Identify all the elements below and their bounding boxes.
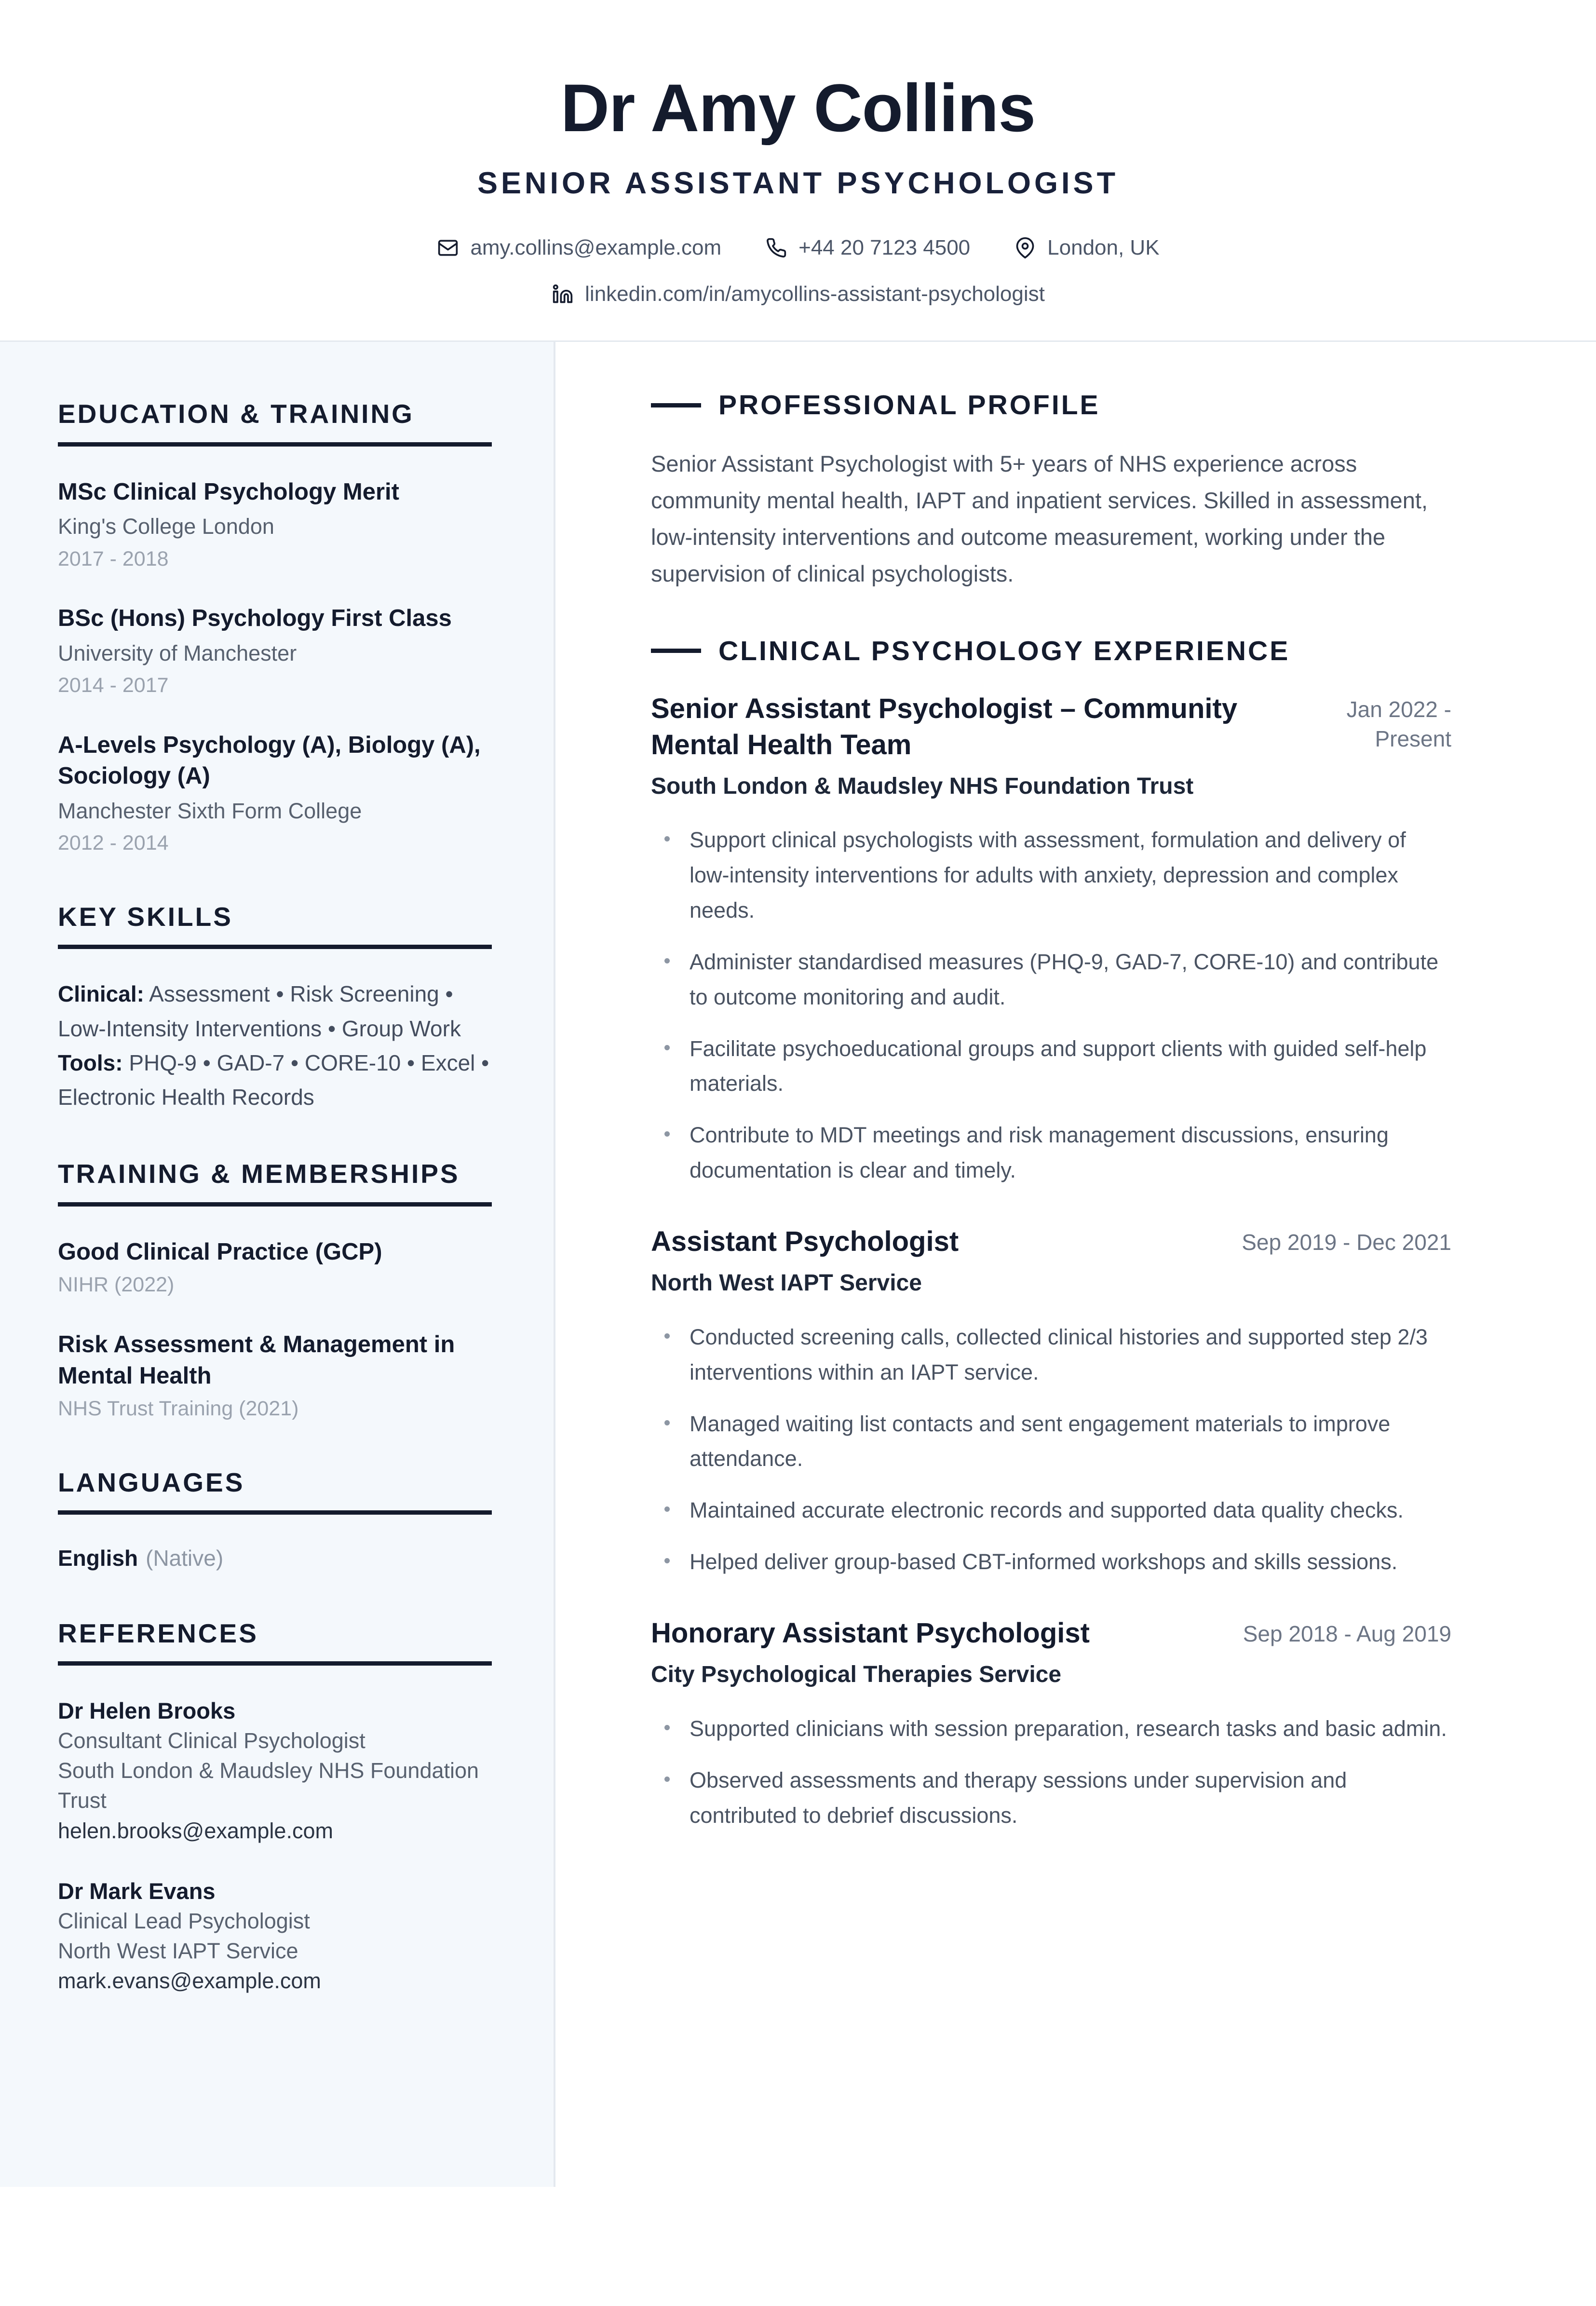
section-heading-profile: PROFESSIONAL PROFILE xyxy=(718,390,1100,421)
section-rule xyxy=(58,1510,492,1515)
linkedin-icon xyxy=(551,283,574,306)
contact-linkedin[interactable] xyxy=(551,283,1045,306)
reference-role: Clinical Lead Psychologist xyxy=(58,1909,310,1934)
education-years: 2017 - 2018 xyxy=(58,547,169,570)
reference-item xyxy=(58,1696,491,1846)
resume-main xyxy=(555,342,1596,2187)
contact-phone-text: +44 20 7123 4500 xyxy=(798,236,971,260)
skills-text xyxy=(58,977,491,1114)
location-pin-icon xyxy=(1014,236,1037,259)
experience-entry xyxy=(651,1615,1451,1833)
section-heading-experience: CLINICAL PSYCHOLOGY EXPERIENCE xyxy=(718,635,1290,666)
reference-role: Consultant Clinical Psychologist xyxy=(58,1728,365,1753)
language-item xyxy=(58,1543,491,1574)
experience-header-row xyxy=(651,1224,1451,1260)
reference-organisation: North West IAPT Service xyxy=(58,1939,298,1964)
contact-linkedin-text: linkedin.com/in/amycollins-assistant-psychologist xyxy=(585,282,1045,306)
experience-dates: Sep 2018 - Aug 2019 xyxy=(1243,1621,1451,1647)
training-provider: NHS Trust Training (2021) xyxy=(58,1397,299,1421)
education-title: BSc (Hons) Psychology First Class xyxy=(58,605,452,632)
experience-header-row xyxy=(651,691,1451,762)
experience-dates: Jan 2022 - Present xyxy=(1346,697,1451,751)
experience-bullet: Contribute to MDT meetings and risk management discussions, ensuring documentation is clear and timely. xyxy=(651,1118,1451,1188)
experience-bullet: Support clinical psychologists with assessment, formulation and delivery of low-intensity interventions for adults with anxiety, depression and complex needs. xyxy=(651,823,1451,928)
education-years: 2014 - 2017 xyxy=(58,674,169,697)
reference-email[interactable]: mark.evans@example.com xyxy=(58,1968,321,1994)
experience-organisation: North West IAPT Service xyxy=(651,1270,922,1296)
training-title: Risk Assessment & Management in Mental Health xyxy=(58,1331,455,1389)
main-heading-profile xyxy=(651,390,1451,421)
experience-bullet: Supported clinicians with session preparation, research tasks and basic admin. xyxy=(651,1711,1451,1747)
section-heading-references: REFERENCES xyxy=(58,1618,258,1648)
experience-dates: Sep 2019 - Dec 2021 xyxy=(1242,1230,1451,1255)
training-item xyxy=(58,1236,491,1299)
skills-group-value: PHQ-9 • GAD-7 • CORE-10 • Excel • Electronic Health Records xyxy=(58,1050,489,1110)
heading-dash-icon xyxy=(651,649,701,653)
experience-bullet: Administer standardised measures (PHQ-9, GAD-7, CORE-10) and contribute to outcome monitoring and audit. xyxy=(651,945,1451,1015)
resume-body xyxy=(0,342,1596,2187)
language-level: (Native) xyxy=(146,1546,224,1571)
section-rule xyxy=(58,1202,492,1207)
experience-bullet-list xyxy=(651,823,1451,1188)
education-title: A-Levels Psychology (A), Biology (A), Sociology (A) xyxy=(58,732,481,789)
training-title: Good Clinical Practice (GCP) xyxy=(58,1238,382,1265)
experience-bullet: Observed assessments and therapy sessions under supervision and contributed to debrief discussions. xyxy=(651,1763,1451,1833)
skills-group-value: Assessment • Risk Screening • Low-Intensity Interventions • Group Work xyxy=(58,981,461,1041)
reference-name: Dr Mark Evans xyxy=(58,1878,216,1904)
reference-organisation: South London & Maudsley NHS Foundation Trust xyxy=(58,1758,479,1813)
contact-email-text: amy.collins@example.com xyxy=(470,236,722,260)
contact-location-text: London, UK xyxy=(1047,236,1160,260)
experience-organisation: South London & Maudsley NHS Foundation Trust xyxy=(651,773,1194,799)
experience-bullet: Facilitate psychoeducational groups and support clients with guided self-help materials. xyxy=(651,1031,1451,1102)
section-heading-training: TRAINING & MEMBERSHIPS xyxy=(58,1159,460,1189)
education-years: 2012 - 2014 xyxy=(58,831,169,855)
section-education xyxy=(58,399,491,857)
experience-bullet-list xyxy=(651,1320,1451,1580)
experience-bullet: Conducted screening calls, collected clinical histories and supported step 2/3 interventions within an IAPT service. xyxy=(651,1320,1451,1390)
section-rule xyxy=(58,945,492,949)
heading-dash-icon xyxy=(651,403,701,407)
contact-row-primary xyxy=(0,236,1596,259)
contact-location xyxy=(1014,236,1159,259)
experience-bullet: Maintained accurate electronic records and supported data quality checks. xyxy=(651,1493,1451,1528)
education-item xyxy=(58,476,491,573)
section-rule xyxy=(58,442,492,447)
education-item xyxy=(58,730,491,857)
experience-role: Assistant Psychologist xyxy=(651,1226,959,1258)
experience-entry xyxy=(651,691,1451,1188)
contact-email[interactable] xyxy=(436,236,721,259)
experience-organisation: City Psychological Therapies Service xyxy=(651,1662,1062,1688)
training-item xyxy=(58,1329,491,1423)
experience-entry xyxy=(651,1224,1451,1580)
experience-role: Senior Assistant Psychologist – Community Mental Health Team xyxy=(651,693,1238,760)
education-institution: King's College London xyxy=(58,514,274,539)
candidate-name: Dr Amy Collins xyxy=(560,70,1036,146)
experience-bullet-list xyxy=(651,1711,1451,1833)
reference-item xyxy=(58,1876,491,1996)
envelope-icon xyxy=(436,236,460,259)
education-institution: Manchester Sixth Form College xyxy=(58,799,362,824)
resume-sidebar xyxy=(0,342,555,2187)
main-heading-experience xyxy=(651,636,1451,666)
phone-icon xyxy=(765,236,788,259)
skills-group-label: Tools: xyxy=(58,1050,123,1075)
candidate-job-title: SENIOR ASSISTANT PSYCHOLOGIST xyxy=(477,166,1119,201)
contact-row-secondary xyxy=(0,283,1596,306)
education-institution: University of Manchester xyxy=(58,640,297,665)
experience-bullet: Managed waiting list contacts and sent engagement materials to improve attendance. xyxy=(651,1407,1451,1477)
section-clinical-experience xyxy=(651,636,1451,1833)
contact-phone[interactable] xyxy=(765,236,970,259)
section-training-memberships xyxy=(58,1159,491,1423)
skills-group-label: Clinical: xyxy=(58,981,144,1007)
reference-email[interactable]: helen.brooks@example.com xyxy=(58,1818,333,1843)
experience-header-row xyxy=(651,1615,1451,1651)
education-title: MSc Clinical Psychology Merit xyxy=(58,478,399,505)
profile-summary-text: Senior Assistant Psychologist with 5+ years of NHS experience across community mental health, IAPT and inpatient services. Skilled in assessment, low-intensity interventions and outcome measurement, working under the supervision of clinical psychologists. xyxy=(651,451,1428,587)
education-item xyxy=(58,603,491,700)
section-heading-languages: LANGUAGES xyxy=(58,1467,245,1497)
experience-role: Honorary Assistant Psychologist xyxy=(651,1617,1090,1649)
reference-name: Dr Helen Brooks xyxy=(58,1697,236,1723)
language-name: English xyxy=(58,1546,138,1571)
section-key-skills xyxy=(58,902,491,1114)
section-rule xyxy=(58,1661,492,1666)
section-heading-key-skills: KEY SKILLS xyxy=(58,902,233,932)
section-heading-education: EDUCATION & TRAINING xyxy=(58,399,414,429)
section-references xyxy=(58,1618,491,1996)
section-professional-profile xyxy=(651,390,1451,592)
section-languages xyxy=(58,1467,491,1574)
training-provider: NIHR (2022) xyxy=(58,1273,175,1297)
experience-bullet: Helped deliver group-based CBT-informed workshops and skills sessions. xyxy=(651,1545,1451,1580)
resume-header xyxy=(0,0,1596,342)
